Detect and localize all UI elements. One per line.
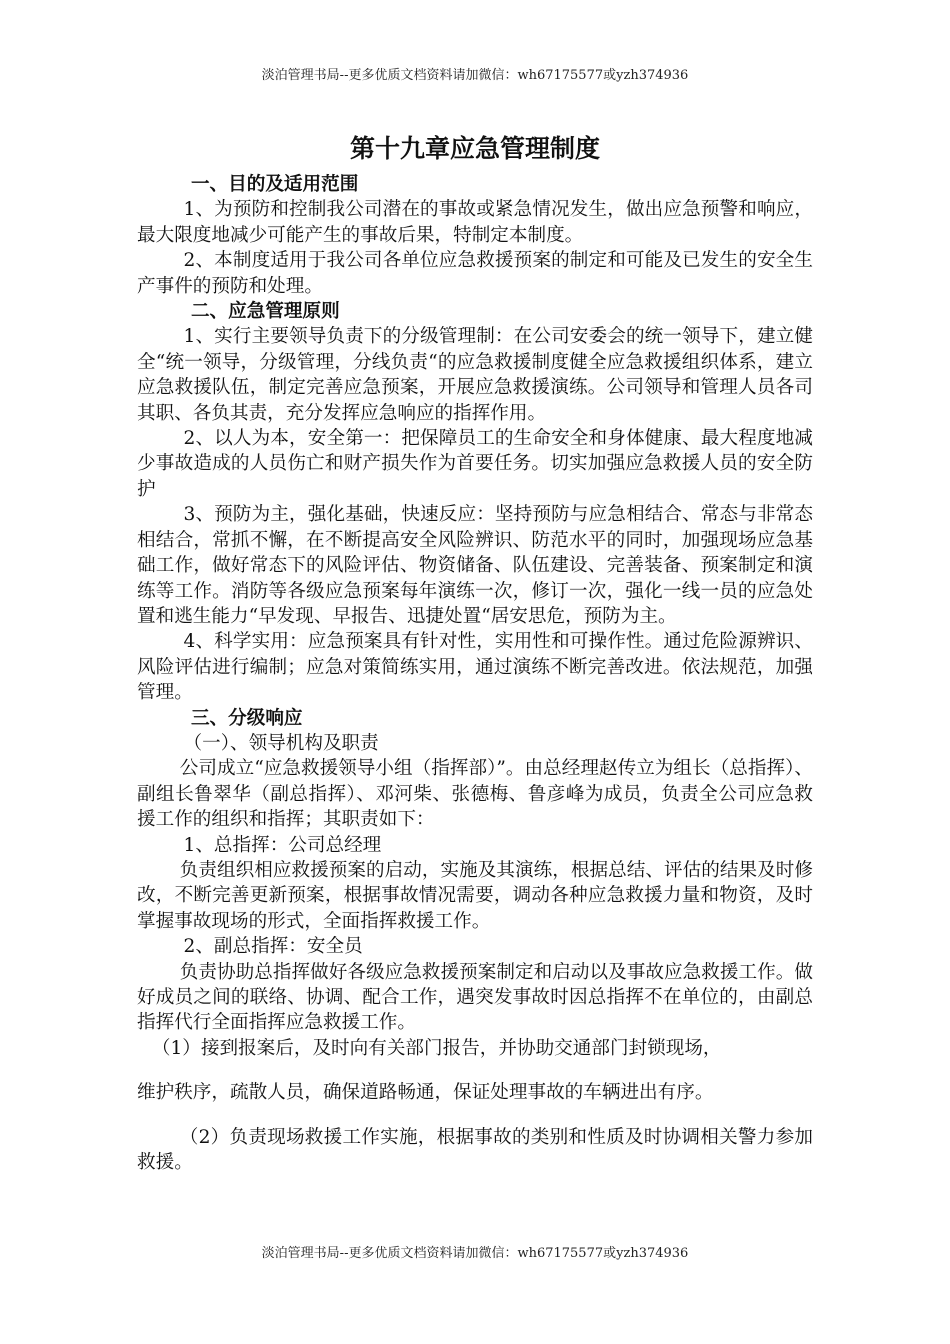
page-header: 淡泊管理书局--更多优质文档资料请加微信：wh67175577或yzh374936 (261, 68, 689, 83)
paragraph: 3、预防为主，强化基础，快速反应：坚持预防与应急相结合、常态与非常态相结合，常抓不懈，在不断提高安全风险辨识、防范水平的同时，加强现场应急基础工作，做好常态下的风险评估、物资储备、队伍建设、完善装备、预案制定和演练等工作。消防等各级应急预案每年演练一次，修订一次，强化一线一员的应急处置和逃生能力“早发现、早报告、迅捷处置“居安思危，预防为主。 (137, 504, 813, 627)
paragraph: 2、本制度适用于我公司各单位应急救援预案的制定和可能及已发生的安全生产事件的预防和处理。 (137, 250, 813, 297)
list-item: （2）负责现场救援工作实施，根据事故的类别和性质及时协调相关警力参加救援。 (137, 1126, 813, 1174)
paragraph: 4、科学实用：应急预案具有针对性，实用性和可操作性。通过危险源辨识、风险评估进行编制；应急对策简练实用，通过演练不断完善改进。依法规范，加强管理。 (137, 631, 813, 704)
paragraph: 2、以人为本，安全第一：把保障员工的生命安全和身体健康、最大程度地减少事故造成的人员伤亡和财产损失作为首要任务。切实加强应急救援人员的安全防护 (137, 428, 813, 500)
list-item: （1）接到报案后，及时向有关部门报告，并协助交通部门封锁现场， (151, 1037, 722, 1059)
role-title: 2、副总指挥：安全员 (183, 936, 363, 958)
paragraph: 负责组织相应救援预案的启动，实施及其演练，根据总结、评估的结果及时修改，不断完善更新预案，根据事故情况需要，调动各种应急救援力量和物资，及时掌握事故现场的形式，全面指挥救援工作。 (137, 859, 813, 932)
paragraph: 1、实行主要领导负责下的分级管理制：在公司安委会的统一领导下，建立健全“统一领导，分级管理，分线负责“的应急救援制度健全应急救援组织体系，建立应急救援队伍，制定完善应急预案，开展应急救援演练。公司领导和管理人员各司其职、各负其责，充分发挥应急响应的指挥作用。 (137, 326, 813, 424)
role-title: 1、总指挥：公司总经理 (183, 834, 382, 856)
page-footer: 淡泊管理书局--更多优质文档资料请加微信：wh67175577或yzh374936 (261, 1246, 689, 1261)
paragraph: 公司成立“应急救援领导小组（指挥部）”。由总经理赵传立为组长（总指挥）、副组长鲁翠华（副总指挥）、邓河柴、张德梅、鲁彦峰为成员，负责全公司应急救援工作的组织和指挥；其职责如下： (137, 758, 813, 831)
document-body (137, 172, 813, 1175)
paragraph: 负责协助总指挥做好各级应急救援预案制定和启动以及事故应急救援工作。做好成员之间的联络、协调、配合工作，遇突发事故时因总指挥不在单位的，由副总指挥代行全面指挥应急救援工作。 (137, 961, 813, 1034)
subsection-heading: （一）、领导机构及职责 (183, 732, 379, 754)
paragraph: 1、为预防和控制我公司潜在的事故或紧急情况发生，做出应急预警和响应，最大限度地减少可能产生的事故后果，特制定本制度。 (137, 199, 813, 246)
section-heading-3: 三、分级响应 (190, 707, 303, 729)
list-item-continuation: 维护秩序，疏散人员，确保道路畅通，保证处理事故的车辆进出有序。 (137, 1082, 714, 1104)
document-title: 第十九章应急管理制度 (349, 134, 600, 163)
section-heading-2: 二、应急管理原则 (190, 301, 340, 323)
section-heading-1: 一、目的及适用范围 (190, 174, 359, 195)
